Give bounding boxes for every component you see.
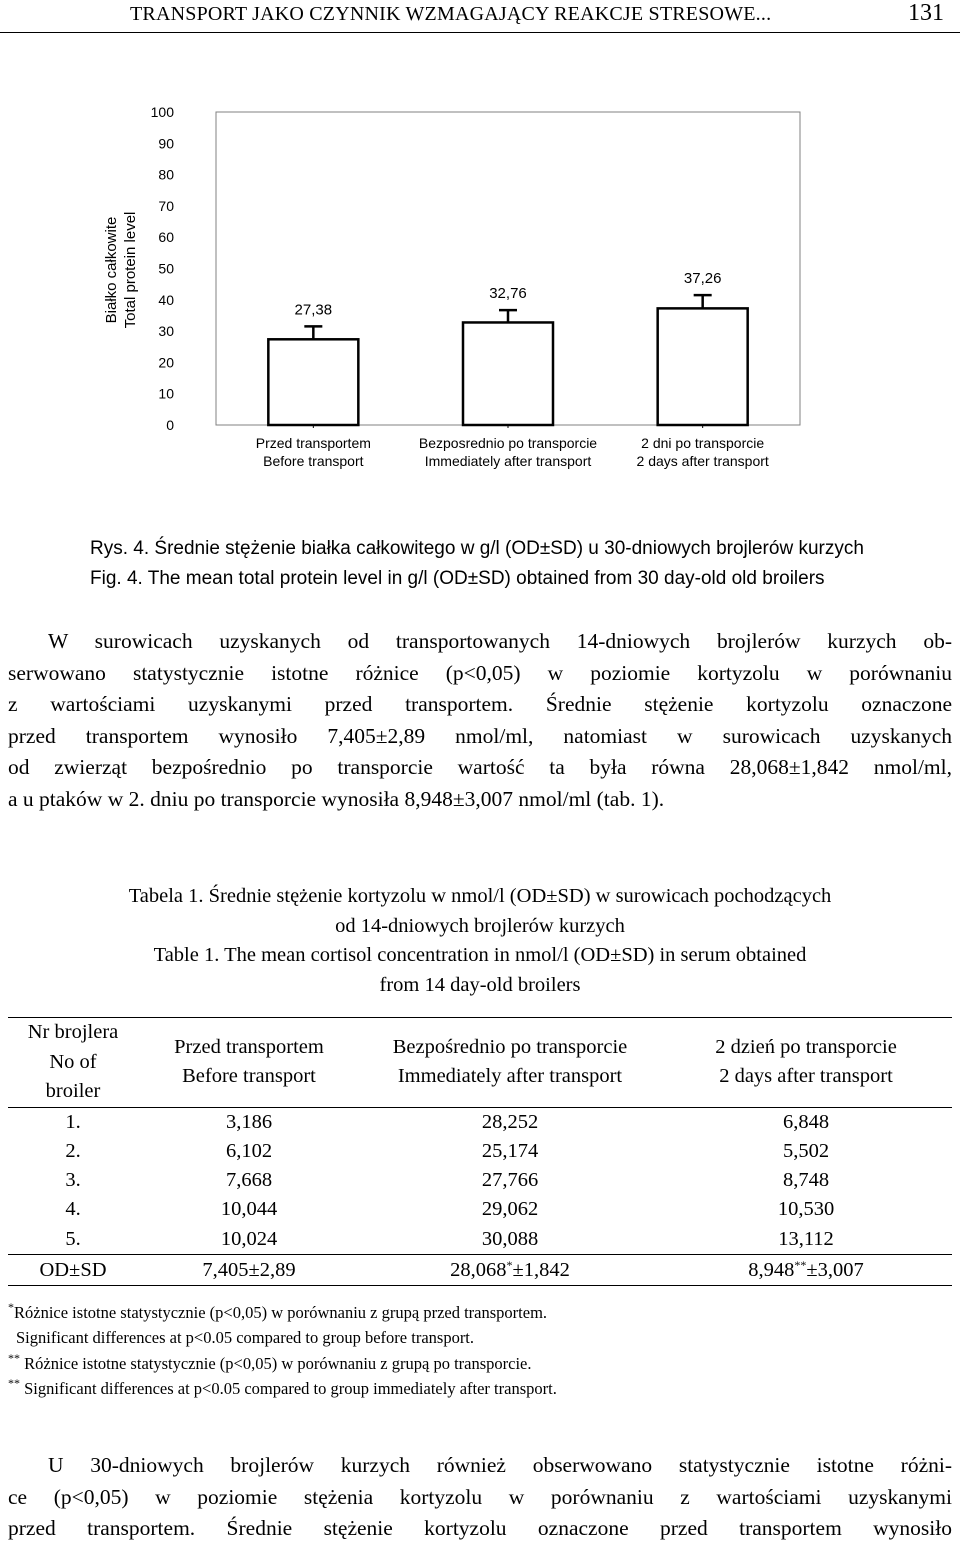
table-cell: 13,112 <box>778 1227 834 1250</box>
footnote-mark: ** <box>8 1375 20 1390</box>
bar <box>268 339 358 425</box>
footnote <box>8 1300 557 1325</box>
data-label: 32,76 <box>489 285 527 303</box>
table-cell: 2. <box>65 1139 81 1162</box>
y-tick-label: 70 <box>158 197 174 214</box>
paragraph-line: przed transportem. Średnie stężenie kortyzolu oznaczone przed transportem wynosiło <box>8 1516 952 1541</box>
header-rule <box>0 32 960 33</box>
paragraph-cortisol-14d <box>8 626 952 816</box>
footnote-text: Significant differences at p<0.05 compared to group immediately after transport. <box>24 1378 557 1398</box>
table-cell: 30,088 <box>481 1227 539 1250</box>
table-cell <box>660 1254 952 1285</box>
table-row <box>8 1195 952 1224</box>
x-tick-label: Przed transportem <box>255 435 371 451</box>
table-caption-line: from 14 day-old broilers <box>379 973 581 996</box>
x-tick-label: Before transport <box>263 453 364 469</box>
table-cell: 3. <box>65 1169 81 1192</box>
paragraph-line: przed transportem wynosiło 7,405±2,89 nmol/ml, natomiast w surowicach uzyskanych <box>8 723 952 748</box>
x-tick-label: Bezposrednio po transporcie <box>418 435 598 451</box>
paragraph-line: ce (p<0,05) w poziomie stężenia kortyzolu w porównaniu z wartościami uzyskanymi <box>8 1484 952 1509</box>
header-text: Before transport <box>182 1065 316 1088</box>
y-tick-label: 50 <box>158 260 174 277</box>
page-number: 131 <box>908 0 944 26</box>
header-text: Przed transportem <box>174 1035 324 1058</box>
table-caption <box>0 882 960 1000</box>
sd-value: 8,948 <box>748 1258 795 1281</box>
x-tick-label: 2 days after transport <box>636 453 769 469</box>
table-cell: OD±SD <box>8 1254 138 1285</box>
table-cell: 6,848 <box>782 1110 830 1133</box>
table-cell: 4. <box>65 1198 81 1221</box>
header-immediately-after <box>360 1018 660 1108</box>
table-header-row <box>8 1018 952 1108</box>
y-tick-label: 100 <box>150 104 174 120</box>
y-tick-label: 10 <box>158 385 174 402</box>
y-tick-label: 40 <box>158 291 174 308</box>
paragraph-line: z wartościami uzyskanymi przed transportem. Średnie stężenie kortyzolu oznaczone <box>8 692 952 717</box>
paragraph-line: serwowano statystycznie istotne różnice (p<0,05) w poziomie kortyzolu w porównaniu <box>8 660 952 685</box>
header-text: broiler <box>45 1080 101 1102</box>
paragraph-line: od zwierząt bezpośrednio po transporcie wartość ta była równa 28,068±1,842 nmol/ml, <box>8 755 952 780</box>
footnote-text: Różnice istotne statystycznie (p<0,05) w porównaniu z grupą po transporcie. <box>24 1353 532 1373</box>
cortisol-table <box>8 1017 952 1286</box>
paragraph-line: U 30-dniowych brojlerów kurzych również obserwowano statystycznie istotne różni- <box>48 1453 952 1477</box>
data-label: 37,26 <box>683 270 722 288</box>
table-cell: 10,530 <box>777 1198 835 1221</box>
table-sd-row <box>8 1254 952 1285</box>
sd-value: ±3,007 <box>806 1258 864 1281</box>
y-tick-label: 0 <box>166 417 174 433</box>
header-text: Bezpośrednio po transporcie <box>392 1035 628 1058</box>
table-cell: 10,024 <box>220 1227 278 1250</box>
table-row <box>8 1137 952 1166</box>
header-text: No of <box>49 1050 97 1073</box>
table-caption-line: Tabela 1. Średnie stężenie kortyzolu w nmol/l (OD±SD) w surowicach pochodzących <box>128 885 832 907</box>
header-text: 2 days after transport <box>719 1065 893 1088</box>
figure-caption-en: Fig. 4. The mean total protein level in g/l (OD±SD) obtained from 30 day-old old broilers <box>90 568 825 589</box>
footnote-mark: ** <box>8 1350 20 1365</box>
figure-caption-pl: Rys. 4. Średnie stężenie białka całkowitego w g/l (OD±SD) u 30-dniowych brojlerów kurzych <box>90 538 864 559</box>
header-text: 2 dzień po transporcie <box>715 1035 897 1058</box>
x-tick-label: Immediately after transport <box>424 453 592 469</box>
y-tick-label: 60 <box>158 229 174 246</box>
footnote-text: Significant differences at p<0.05 compared to group before transport. <box>16 1328 475 1348</box>
table-cell: 5,502 <box>782 1139 830 1162</box>
data-label: 27,38 <box>294 301 333 319</box>
header-text: Immediately after transport <box>397 1065 623 1088</box>
table-cell <box>360 1254 660 1285</box>
header-text: Nr brojlera <box>27 1021 119 1043</box>
y-axis-label <box>103 212 139 329</box>
table-cell: 5. <box>65 1227 81 1250</box>
table-cell: 3,186 <box>225 1110 273 1133</box>
table-cell: 29,062 <box>481 1198 539 1221</box>
footnote <box>8 1376 557 1401</box>
paragraph-line: a u ptaków w 2. dniu po transporcie wynosiła 8,948±3,007 nmol/ml (tab. 1). <box>8 786 665 811</box>
table-row <box>8 1166 952 1195</box>
bar <box>658 308 748 425</box>
table-cell: 8,748 <box>782 1169 830 1192</box>
header-2-days-after <box>660 1018 952 1108</box>
sd-value: ±1,842 <box>512 1258 570 1281</box>
significance-mark: * <box>506 1257 513 1272</box>
footnote <box>8 1351 557 1376</box>
table-cell: 7,405±2,89 <box>138 1254 360 1285</box>
x-axis-labels <box>256 425 769 469</box>
table-cell: 7,668 <box>225 1169 273 1192</box>
paragraph-cortisol-30d <box>8 1450 952 1545</box>
footnote-text: Różnice istotne statystycznie (p<0,05) w porównaniu z grupą przed transportem. <box>14 1303 548 1322</box>
header-before-transport <box>138 1018 360 1108</box>
y-tick-label: 80 <box>158 166 174 183</box>
y-axis-label-en: Total protein level <box>122 211 139 329</box>
x-tick-label: 2 dni po transporcie <box>641 435 765 451</box>
y-axis-label-pl: Białko całkowite <box>103 216 120 324</box>
footnote <box>8 1325 557 1350</box>
sd-value: 28,068 <box>450 1258 507 1281</box>
bar <box>463 322 553 425</box>
page-header <box>0 0 960 34</box>
y-tick-label: 20 <box>158 354 174 371</box>
bars <box>268 270 747 425</box>
table-caption-line: od 14-dniowych brojlerów kurzych <box>335 914 625 937</box>
table-cell: 25,174 <box>481 1139 539 1162</box>
table-footnotes <box>8 1300 557 1401</box>
paragraph-line: W surowicach uzyskanych od transportowanych 14-dniowych brojlerów kurzych ob- <box>48 629 952 653</box>
header-broiler-no <box>8 1018 138 1108</box>
significance-mark: ** <box>794 1257 807 1272</box>
table-row <box>8 1225 952 1255</box>
table-row <box>8 1107 952 1137</box>
table-cell: 10,044 <box>220 1198 278 1221</box>
table-cell: 6,102 <box>225 1139 273 1162</box>
table-caption-line: Table 1. The mean cortisol concentration in nmol/l (OD±SD) in serum obtained <box>153 944 807 966</box>
y-axis-ticks <box>151 104 175 433</box>
table-cell: 1. <box>65 1110 81 1133</box>
y-tick-label: 30 <box>158 323 174 340</box>
table-cell: 28,252 <box>481 1110 539 1133</box>
running-title: TRANSPORT JAKO CZYNNIK WZMAGAJĄCY REAKCJE STRESOWE... <box>130 3 772 25</box>
protein-bar-chart <box>90 90 810 490</box>
footnote-mark: * <box>8 1300 14 1314</box>
y-tick-label: 90 <box>158 135 174 152</box>
table-cell: 27,766 <box>481 1169 539 1192</box>
